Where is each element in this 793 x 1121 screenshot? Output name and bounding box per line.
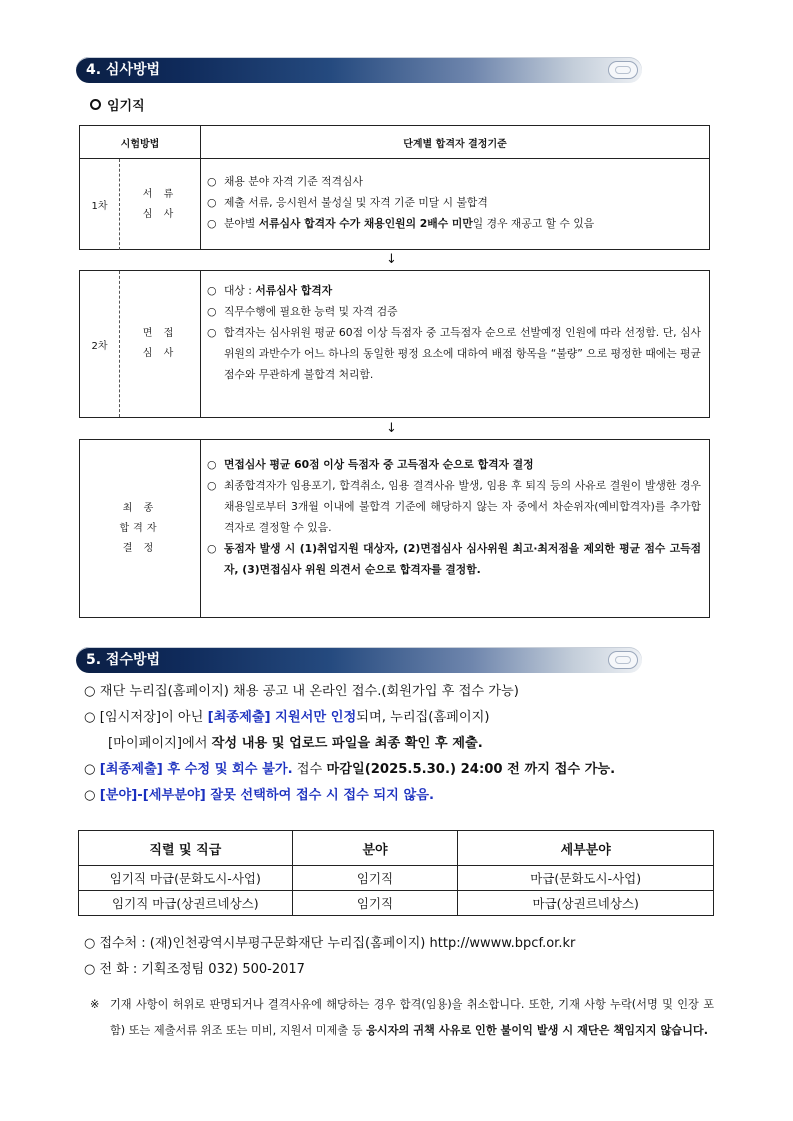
list-item-text: 재단 누리집(홈페이지) 채용 공고 내 온라인 접수.(회원가입 후 접수 가능) bbox=[99, 684, 519, 699]
stage1-criteria bbox=[201, 159, 709, 250]
circle-bullet-icon: ○ bbox=[84, 962, 96, 977]
disclaimer-note bbox=[90, 992, 714, 1044]
position-table bbox=[78, 830, 714, 916]
reference-mark-icon: ※ bbox=[90, 998, 100, 1011]
table-cell: 마급(문화도시-사업) bbox=[458, 866, 714, 891]
circle-bullet-icon: ○ bbox=[84, 684, 96, 699]
note-text bbox=[110, 992, 714, 1044]
list-item-emphasis: [분야]-[세부분야] 잘못 선택하여 접수 시 접수 되지 않음. bbox=[99, 788, 434, 803]
stage2-item bbox=[207, 301, 701, 322]
note-text-part: 기재 사항이 허위로 판명되거나 결격사유에 해당하는 경우 합격(임용)을 취소합니다. 또한, 기재 사항 누락(서명 및 인장 포함) 또는 제출서류 위조 또는 미비, 지원서 미제출 등 bbox=[110, 998, 714, 1037]
table-cell: 임기직 bbox=[292, 866, 458, 891]
contact-line bbox=[84, 933, 575, 955]
list-item-text: [임시저장]이 아닌 bbox=[99, 710, 208, 725]
bullet-marker: ○ bbox=[207, 196, 217, 209]
note-row bbox=[90, 992, 714, 1044]
list-item-bold: 마감일(2025.5.30.) 24:00 전 까지 접수 가능. bbox=[326, 762, 616, 777]
header-cell: 직렬 및 직급 bbox=[79, 831, 293, 866]
stage2-item-text bbox=[224, 280, 701, 301]
stage3-table bbox=[79, 439, 710, 618]
list-item-text: 되며, 누리집(홈페이지) bbox=[356, 710, 490, 725]
text-part: 일 경우 재공고 할 수 있음 bbox=[472, 217, 595, 230]
table-row bbox=[79, 866, 714, 891]
section4-banner bbox=[76, 57, 642, 83]
stage2-item-text: 합격자는 심사위원 평균 60점 이상 득점자 중 고득점자 순으로 선발예정 인원에 따라 선정함. 단, 심사위원의 과반수가 어느 하나의 동일한 평정 요소에 대하여 배점 항목을 “불량” 으로 평정한 때에는 평균 점수와 무관하게 불합격 처리함. bbox=[224, 326, 701, 381]
stage2-table bbox=[79, 270, 710, 418]
text-part: 분야별 bbox=[224, 217, 259, 230]
stage1-name: 서 류 심 사 bbox=[120, 159, 201, 250]
stage2-item bbox=[207, 280, 701, 301]
header-criteria: 단계별 합격자 결정기준 bbox=[403, 138, 507, 150]
circle-bullet-icon bbox=[90, 99, 101, 110]
text-part: 대상 : bbox=[224, 284, 256, 297]
contact-reception: 접수처 : (재)인천광역시부평구문화재단 누리집(홈페이지) http://wwww.bpcf.or.kr bbox=[99, 936, 576, 951]
stage1-table bbox=[79, 125, 710, 250]
banner-bar bbox=[76, 647, 642, 673]
contact-phone: 전 화 : 기획조정팀 032) 500-2017 bbox=[99, 962, 305, 977]
stage1-item-text: 제출 서류, 응시원서 불성실 및 자격 기준 미달 시 불합격 bbox=[224, 196, 488, 209]
stage1-item-text: 채용 분야 자격 기준 적격심사 bbox=[224, 175, 363, 188]
stage2-row bbox=[80, 271, 709, 417]
stage2-criteria bbox=[201, 271, 709, 417]
circle-bullet-icon: ○ bbox=[84, 936, 96, 951]
header-cell: 분야 bbox=[292, 831, 458, 866]
stage2-item-text: 직무수행에 필요한 능력 및 자격 검증 bbox=[224, 305, 398, 318]
list-item-text: 접수 bbox=[292, 762, 327, 777]
section5-banner bbox=[76, 647, 642, 673]
stage1-row bbox=[80, 159, 709, 250]
list-item-emphasis: [최종제출] 지원서만 인정 bbox=[207, 710, 357, 725]
header-exam-method: 시험방법 bbox=[80, 126, 201, 158]
stage3-item bbox=[207, 454, 701, 475]
stage3-item-text: 동점자 발생 시 (1)취업지원 대상자, (2)면접심사 심사위원 최고·최저점을 제외한 평균 점수 고득점 자, (3)면접심사 위원 의견서 순으로 합격자를 결정함. bbox=[224, 542, 701, 576]
circle-bullet-icon: ○ bbox=[84, 788, 96, 803]
list-item-emphasis: [최종제출] 후 수정 및 회수 불가. bbox=[99, 762, 293, 777]
list-item bbox=[84, 705, 615, 731]
contact-info bbox=[84, 933, 575, 981]
section5-title: 5. 접수방법 bbox=[86, 652, 161, 668]
stage2-number: 2차 bbox=[80, 271, 120, 417]
section4-title: 4. 심사방법 bbox=[86, 62, 161, 78]
stage1-number: 1차 bbox=[80, 159, 120, 250]
stage1-item bbox=[207, 171, 701, 192]
stage2-name: 면 접 심 사 bbox=[120, 271, 201, 417]
text-bold-part: 서류심사 합격자 수가 채용인원의 2배수 미만 bbox=[258, 217, 473, 230]
table-cell: 임기직 bbox=[292, 891, 458, 916]
header-cell: 세부분야 bbox=[458, 831, 714, 866]
list-item bbox=[84, 783, 615, 809]
stage2-item bbox=[207, 322, 701, 385]
stage1-item-text bbox=[224, 213, 701, 234]
bullet-marker: ○ bbox=[207, 458, 217, 471]
down-arrow-icon: ↓ bbox=[386, 252, 397, 267]
table-cell: 마급(상권르네상스) bbox=[458, 891, 714, 916]
bullet-marker: ○ bbox=[207, 479, 217, 492]
stage3-item-text: 면접심사 평균 60점 이상 득점자 중 고득점자 순으로 합격자 결정 bbox=[224, 458, 534, 471]
circle-bullet-icon: ○ bbox=[84, 762, 96, 777]
table-header-row bbox=[80, 126, 709, 159]
application-method-list bbox=[84, 679, 615, 809]
list-item-continuation bbox=[84, 731, 615, 757]
stage3-name: 최 종 합격자 결 정 bbox=[80, 440, 201, 617]
list-item-text: [마이페이지]에서 bbox=[108, 736, 212, 751]
stage3-item bbox=[207, 538, 701, 580]
bullet-marker: ○ bbox=[207, 175, 217, 188]
bullet-marker: ○ bbox=[207, 542, 217, 555]
stage3-item-text: 최종합격자가 임용포기, 합격취소, 임용 결격사유 발생, 임용 후 퇴직 등의 사유로 결원이 발생한 경우 채용일로부터 3개월 이내에 불합격 기준에 해당하지 않는 자 중에서 차순위자(예비합격자)를 추가합격자로 결정할 수 있음. bbox=[224, 479, 701, 534]
bullet-marker: ○ bbox=[207, 305, 217, 318]
table-cell: 임기직 마급(문화도시-사업) bbox=[79, 866, 293, 891]
stage3-row bbox=[80, 440, 709, 617]
table-row bbox=[79, 891, 714, 916]
stage1-item bbox=[207, 213, 701, 234]
subheading-temporary-position bbox=[90, 95, 145, 114]
text-bold-part: 서류심사 합격자 bbox=[255, 284, 333, 297]
banner-bar bbox=[76, 57, 642, 83]
stage3-item bbox=[207, 475, 701, 538]
down-arrow-icon: ↓ bbox=[386, 421, 397, 436]
note-bold-part: 응시자의 귀책 사유로 인한 불이익 발생 시 재단은 책임지지 않습니다. bbox=[366, 1024, 708, 1037]
stage1-item bbox=[207, 192, 701, 213]
list-item bbox=[84, 679, 615, 705]
bullet-marker: ○ bbox=[207, 217, 217, 230]
stage3-criteria bbox=[201, 440, 709, 617]
table-cell: 임기직 마급(상권르네상스) bbox=[79, 891, 293, 916]
banner-decoration-icon bbox=[608, 651, 638, 669]
banner-decoration-icon bbox=[608, 61, 638, 79]
contact-line bbox=[84, 959, 575, 981]
subheading-label: 임기직 bbox=[107, 99, 145, 114]
list-item bbox=[84, 757, 615, 783]
bullet-marker: ○ bbox=[207, 326, 217, 339]
circle-bullet-icon: ○ bbox=[84, 710, 96, 725]
table-header-row bbox=[79, 831, 714, 866]
list-item-bold: 작성 내용 및 업로드 파일을 최종 확인 후 제출. bbox=[211, 736, 483, 751]
bullet-marker: ○ bbox=[207, 284, 217, 297]
